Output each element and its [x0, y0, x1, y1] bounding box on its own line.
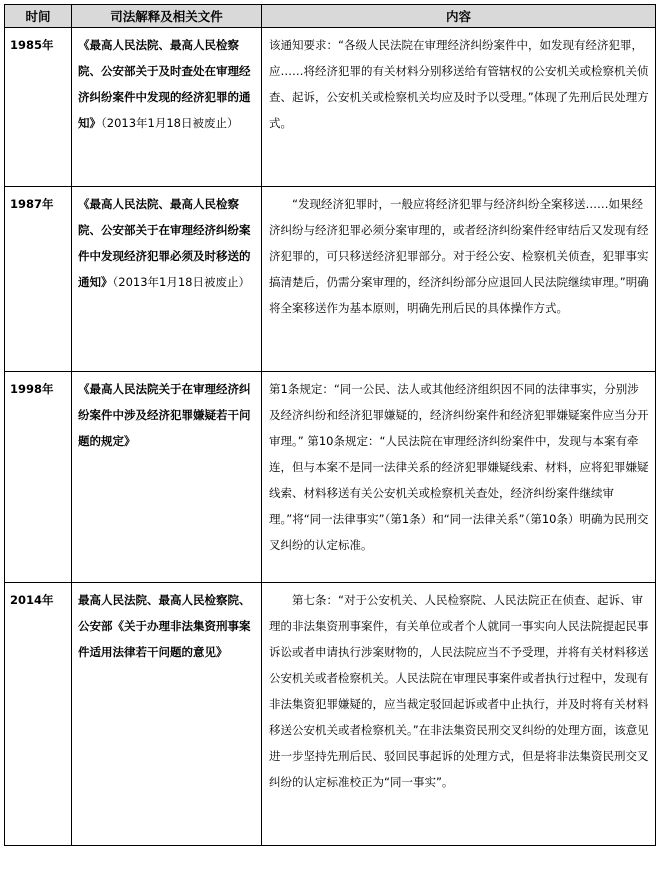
row-year: 1987年: [5, 187, 72, 372]
document-issuer: 最高人民法院、最高人民检察院、公安部: [78, 593, 251, 633]
document-note: （2013年1月18日被废止）: [101, 116, 239, 130]
document-title: 《最高人民法院关于在审理经济纠纷案件中涉及经济犯罪嫌疑若干问题的规定》: [78, 382, 251, 448]
row-year: 2014年: [5, 583, 72, 846]
row-content: [262, 187, 656, 372]
row-content: [262, 583, 656, 846]
table-row: [5, 187, 656, 372]
content-text: “发现经济犯罪时，一般应将经济犯罪与经济纠纷全案移送……如果经济纠纷与经济犯罪必须分案审理的，或者经济纠纷案件经审结后又发现有经济犯罪的，可只移送经济犯罪部分。对于经公安、检察机关侦查，犯罪事实搞清楚后，仍需分案审理的，经济纠纷部分应退回人民法院继续审理。”明确将全案移送作为基本原则，明确先刑后民的具体操作方式。: [269, 197, 649, 315]
judicial-interpretations-table: [4, 4, 656, 846]
row-document: [72, 187, 262, 372]
document-title: 《最高人民法院、最高人民检察院、公安部关于在审理经济纠纷案件中发现经济犯罪必须及时移送的通知》: [78, 197, 251, 289]
table-row: [5, 372, 656, 583]
row-document: [72, 372, 262, 583]
row-content: 该通知要求：“各级人民法院在审理经济纠纷案件中，如发现有经济犯罪，应……将经济犯罪的有关材料分别移送给有管辖权的公安机关或检察机关侦查、起诉，公安机关或检察机关均应及时予以受理。”体现了先刑后民处理方式。: [262, 28, 656, 187]
document-title: 《关于办理非法集资刑事案件适用法律若干问题的意见》: [78, 619, 251, 659]
header-time: 时间: [5, 5, 72, 28]
row-year: 1998年: [5, 372, 72, 583]
table-header-row: [5, 5, 656, 28]
table-row: [5, 583, 656, 846]
header-content: 内容: [262, 5, 656, 28]
row-document: [72, 28, 262, 187]
row-content: 第1条规定：“同一公民、法人或其他经济组织因不同的法律事实，分别涉及经济纠纷和经济犯罪嫌疑的，经济纠纷案件和经济犯罪嫌疑案件应当分开审理。” 第10条规定：“人民法院在审理经济纠纷案件中，发现与本案有牵连，但与本案不是同一法律关系的经济犯罪嫌疑线索、材料，应将犯罪嫌疑线索、材料移送有关公安机关或检察机关查处，经济纠纷案件继续审理。”将“同一法律事实”（第1条）和“同一法律关系”（第10条）明确为民刑交叉纠纷的认定标准。: [262, 372, 656, 583]
header-docs: 司法解释及相关文件: [72, 5, 262, 28]
document-title: 《最高人民法院、最高人民检察院、公安部关于及时查处在审理经济纠纷案件中发现的经济犯罪的通知》: [78, 38, 251, 130]
row-year: 1985年: [5, 28, 72, 187]
row-document: [72, 583, 262, 846]
document-note: （2013年1月18日被废止）: [112, 275, 250, 289]
content-text: 第七条：“对于公安机关、人民检察院、人民法院正在侦查、起诉、审理的非法集资刑事案件，有关单位或者个人就同一事实向人民法院提起民事诉讼或者申请执行涉案财物的，人民法院应当不予受理，并将有关材料移送公安机关或者检察机关。人民法院在审理民事案件或者执行过程中，发现有非法集资犯罪嫌疑的，应当裁定驳回起诉或者中止执行，并及时将有关材料移送公安机关或者检察机关。”在非法集资民刑交叉纠纷的处理方面，该意见进一步坚持先刑后民、驳回民事起诉的处理方式，但是将非法集资民刑交叉纠纷的认定标准校正为“同一事实”。: [269, 593, 649, 789]
table-row: [5, 28, 656, 187]
